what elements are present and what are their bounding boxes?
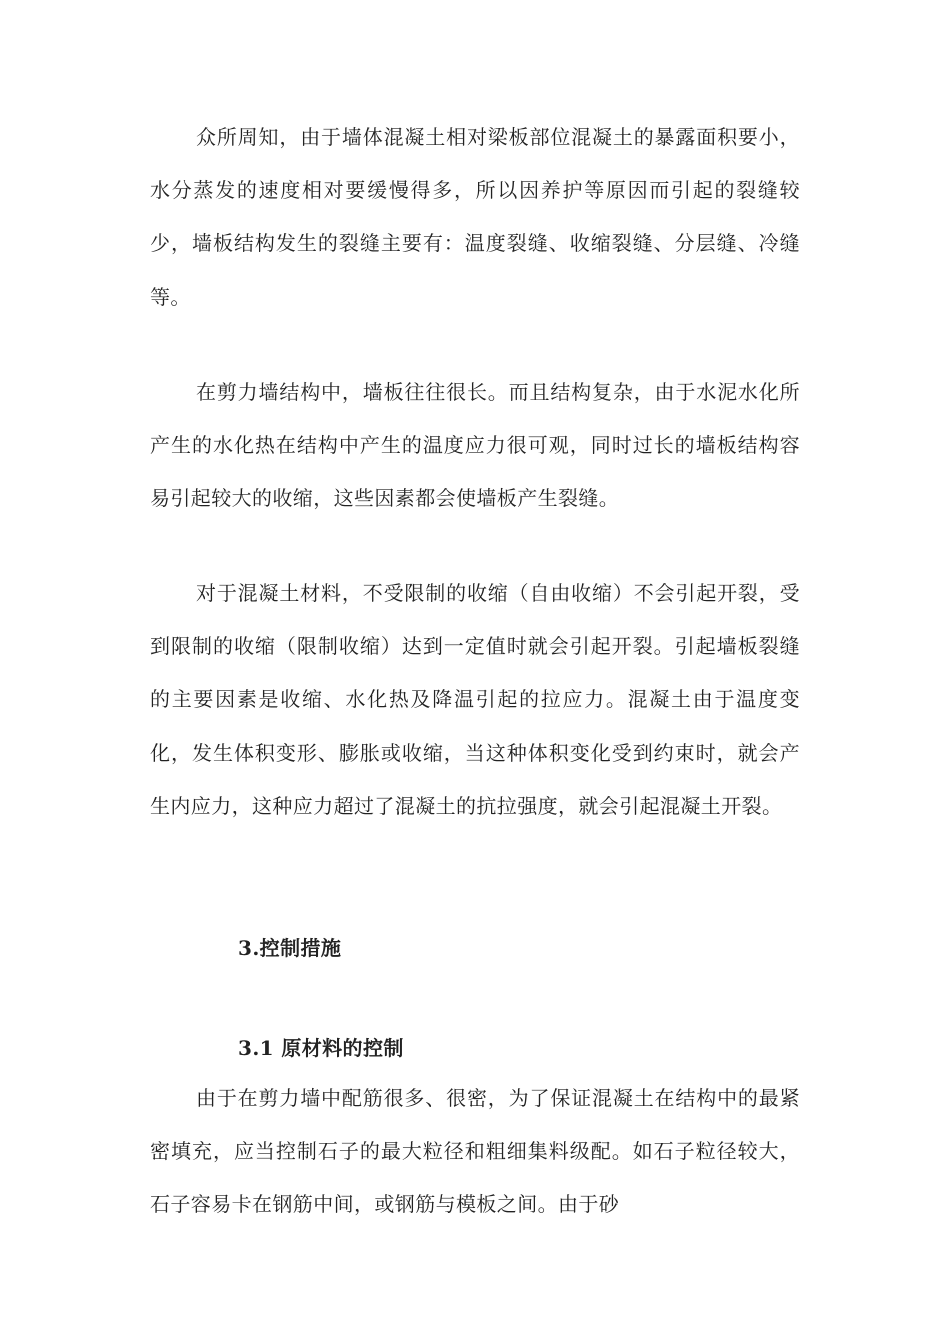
paragraph-shrinkage-cracking: 对于混凝土材料，不受限制的收缩（自由收缩）不会引起开裂，受到限制的收缩（限制收缩）达到一定值时就会引起开裂。引起墙板裂缝的主要因素是收缩、水化热及降温引起的拉应力。混凝土由于温度变化，发生体积变形、膨胀或收缩，当这种体积变化受到约束时，就会产生内应力，这种应力超过了混凝土的抗拉强度，就会引起混凝土开裂。 — [150, 581, 800, 818]
paragraph-shear-wall: 在剪力墙结构中，墙板往往很长。而且结构复杂，由于水泥水化所产生的水化热在结构中产生的温度应力很可观，同时过长的墙板结构容易引起较大的收缩，这些因素都会使墙板产生裂缝。 — [150, 380, 800, 511]
subsection-heading-raw-materials: 3.1 原材料的控制 — [238, 1036, 404, 1060]
section-heading-control-measures: 3.控制措施 — [238, 936, 342, 960]
paragraph-exposed-area: 众所周知，由于墙体混凝土相对梁板部位混凝土的暴露面积要小，水分蒸发的速度相对要缓慢得多，所以因养护等原因而引起的裂缝较少，墙板结构发生的裂缝主要有：温度裂缝、收缩裂缝、分层缝、冷缝等。 — [150, 125, 800, 309]
paragraph-aggregate-control: 由于在剪力墙中配筋很多、很密，为了保证混凝土在结构中的最紧密填充，应当控制石子的最大粒径和粗细集料级配。如石子粒径较大，石子容易卡在钢筋中间，或钢筋与模板之间。由于砂 — [150, 1086, 800, 1217]
